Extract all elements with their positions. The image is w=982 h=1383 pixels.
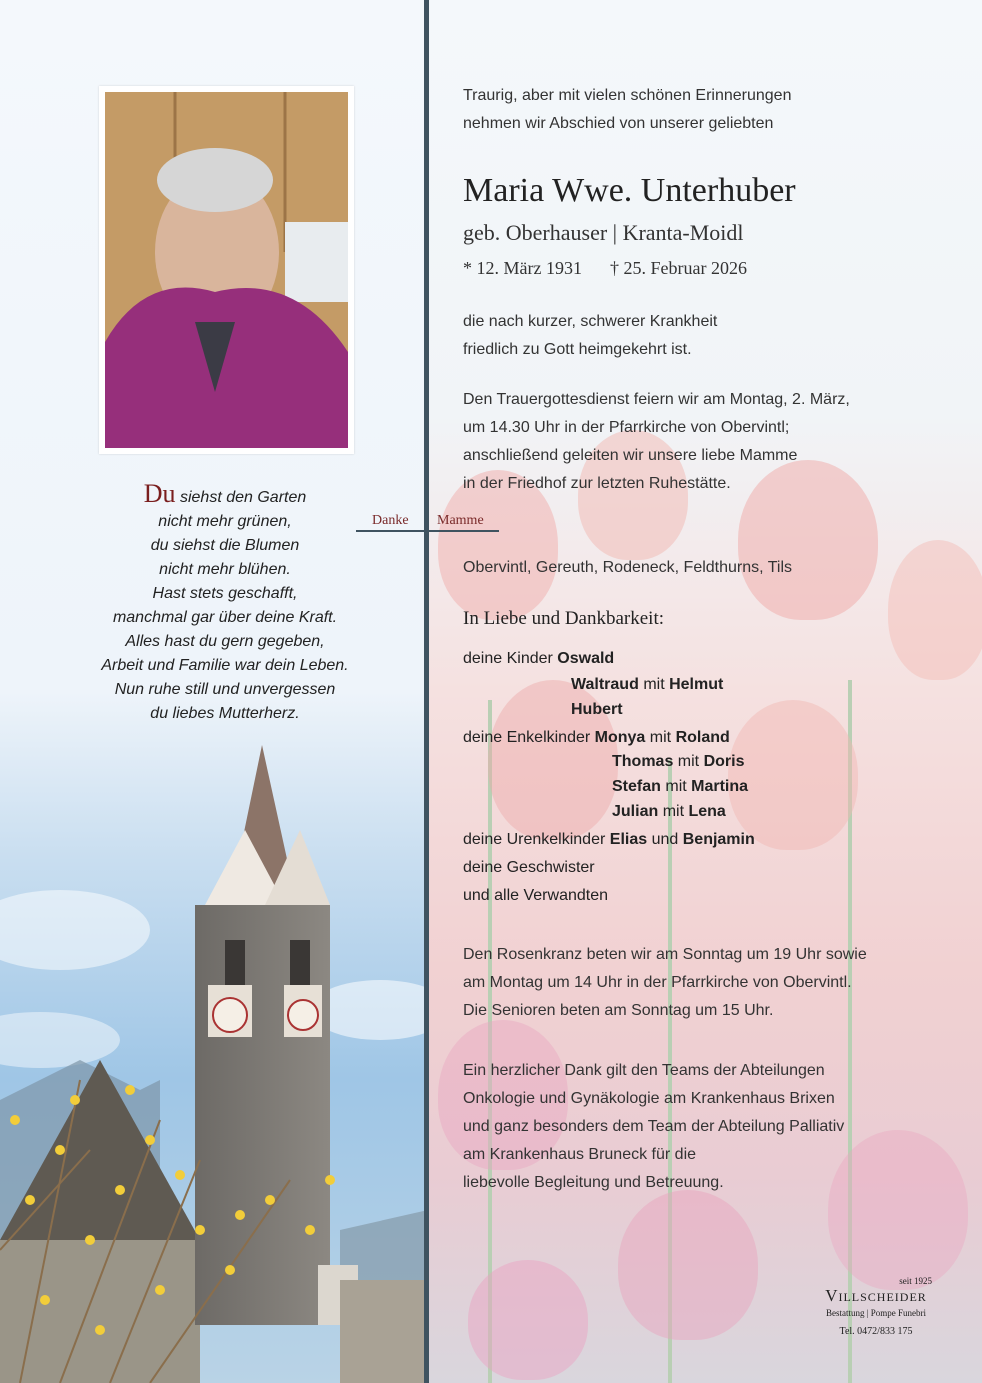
family-name: Stefan [612,778,661,795]
family-grandchildren [463,729,730,747]
portrait-image [105,92,348,448]
gratitude-line: und ganz besonders dem Team der Abteilung Palliativ [463,1118,845,1135]
poem-line: nicht mehr blühen. [159,561,291,578]
family-children [463,650,614,668]
family-connector: und [651,831,679,848]
family-name: Thomas [612,753,674,770]
family-name: Oswald [557,650,615,667]
rosary-line: am Montag um 14 Uhr in der Pfarrkirche von Obervintl. [463,974,852,991]
cross-word-right: Mamme [437,513,484,528]
gratitude-text [463,1057,963,1197]
poem-first-text: siehst den Garten [175,489,307,506]
poem-line: Arbeit und Familie war dein Leben. [101,657,349,674]
family-connector: mit [662,803,685,820]
family-name: Benjamin [682,831,755,848]
family-grandchild [612,803,726,821]
tulip-flower [728,700,858,850]
family-label: deine Urenkelkinder [463,831,606,848]
family-name: Waltraud [571,676,639,693]
tulip-flower [468,1260,588,1380]
death-note-line: die nach kurzer, schwerer Krankheit [463,313,718,330]
poem-line: du siehst die Blumen [150,537,300,554]
family-name: Monya [594,729,646,746]
family-child [571,701,623,719]
poem-line: Alles hast du gern gegeben, [125,633,325,650]
family-name: Martina [691,778,749,795]
poem [60,479,390,726]
poem-line: du liebes Mutterherz. [150,705,300,722]
family-relatives: und alle Verwandten [463,887,608,904]
life-dates [463,258,775,279]
logo-subtitle: Bestattung | Pompe Funebri [825,1308,927,1318]
family-connector: mit [677,753,700,770]
poem-dropcap: Du [143,479,176,508]
family-label: deine Enkelkinder [463,729,591,746]
rosary-info [463,941,963,1025]
portrait-photo [105,92,348,448]
cross-vertical-line [424,0,429,1383]
poem-line: Nun ruhe still und unvergessen [114,681,336,698]
logo-phone: Tel. 0472/833 175 [839,1326,913,1337]
family-label: deine Kinder [463,650,553,667]
tulip-flower [618,1190,758,1340]
funeral-line: Den Trauergottesdienst feiern wir am Montag, 2. März, [463,391,850,408]
funeral-home-logo [806,1276,946,1337]
deceased-name: Maria Wwe. Unterhuber [463,172,796,209]
funeral-line: in der Friedhof zur letzten Ruhestätte. [463,475,731,492]
portrait-frame [99,86,354,454]
birth-name: geb. Oberhauser | Kranta-Moidl [463,220,744,245]
death-note-line: friedlich zu Gott heimgekehrt ist. [463,341,692,358]
family-name: Roland [675,729,730,746]
family-grandchild [612,753,744,771]
family-great-grandchildren [463,831,755,849]
poem-line: manchmal gar über deine Kraft. [112,609,338,626]
gratitude-line: Onkologie und Gynäkologie am Krankenhaus Brixen [463,1090,835,1107]
family-connector: mit [665,778,687,795]
logo-name: Villscheider [825,1286,927,1305]
birth-date: * 12. März 1931 [463,258,582,278]
funeral-line: anschließend geleiten wir unsere liebe Mamme [463,447,798,464]
family-name: Hubert [571,701,623,718]
family-connector: mit [643,676,665,693]
family-siblings: deine Geschwister [463,859,595,876]
poem-line: Hast stets geschafft, [152,585,298,602]
intro-line: nehmen wir Abschied von unserer geliebten [463,115,774,132]
family-name: Lena [688,803,726,820]
logo-since: seit 1925 [899,1276,932,1286]
funeral-line: um 14.30 Uhr in der Pfarrkirche von Obervintl; [463,419,790,436]
family-child [571,676,723,694]
intro-line: Traurig, aber mit vielen schönen Erinnerungen [463,87,792,104]
poem-first-line [60,479,390,510]
gratitude-line: am Krankenhaus Bruneck für die [463,1146,697,1163]
death-date: † 25. Februar 2026 [609,258,747,278]
cross-word-left: Danke [372,513,409,528]
poem-line: nicht mehr grünen, [158,513,292,530]
family-name: Helmut [669,676,724,693]
places: Obervintl, Gereuth, Rodeneck, Feldthurns, Tils [463,559,793,576]
family-grandchild [612,778,748,796]
funeral-info [463,386,963,498]
gratitude-line: Ein herzlicher Dank gilt den Teams der Abteilungen [463,1062,825,1079]
death-note [463,308,963,364]
family-name: Elias [609,831,648,848]
thanks-heading: In Liebe und Dankbarkeit: [463,608,665,629]
family-connector: mit [649,729,672,746]
family-name: Doris [703,753,745,770]
gratitude-line: liebevolle Begleitung und Betreuung. [463,1174,724,1191]
family-name: Julian [612,803,659,820]
rosary-line: Den Rosenkranz beten wir am Sonntag um 19 Uhr sowie [463,946,867,963]
rosary-line: Die Senioren beten am Sonntag um 15 Uhr. [463,1002,774,1019]
intro-text [463,82,963,138]
